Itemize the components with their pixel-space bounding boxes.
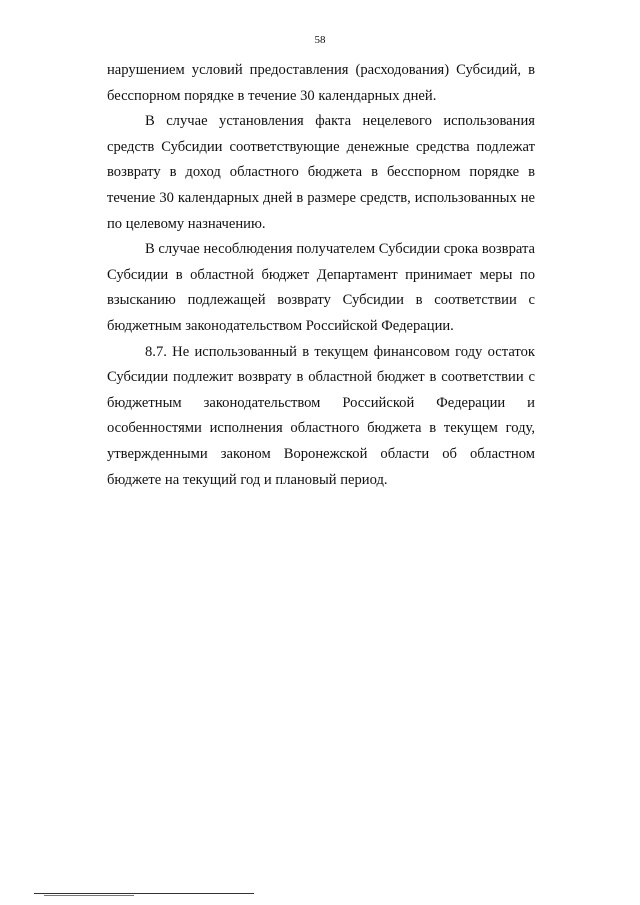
paragraph-continuation: нарушением условий предоставления (расходования) Субсидий, в бесспорном порядке в течение 30 календарных дней. <box>107 62 535 104</box>
paragraph-misuse-refund: В случае установления факта нецелевого использования средств Субсидии соответствующие денежные средства подлежат возврату в доход областного бюджета в бесспорном порядке в течение 30 календарных дней в размере средств, использованных не по целевому назначению. <box>107 113 535 232</box>
paragraph-noncompliance-recovery: В случае несоблюдения получателем Субсидии срока возврата Субсидии в областной бюджет Департамент принимает меры по взысканию подлежащей возврату Субсидии в соответствии с бюджетным законодательством Российской Федерации. <box>107 241 535 334</box>
page-number: 58 <box>314 34 326 46</box>
paragraph-unused-balance: 8.7. Не использованный в текущем финансовом году остаток Субсидии подлежит возврату в областной бюджет в соответствии с бюджетным законодательством Российской Федерации и особенностями исполнения областного бюджета в текущем году, утвержденными законом Воронежской области об областном бюджете на текущий год и плановый период. <box>107 343 535 488</box>
footer-rule <box>34 893 254 894</box>
document-body <box>107 58 535 493</box>
footer-rule-secondary <box>44 895 134 896</box>
